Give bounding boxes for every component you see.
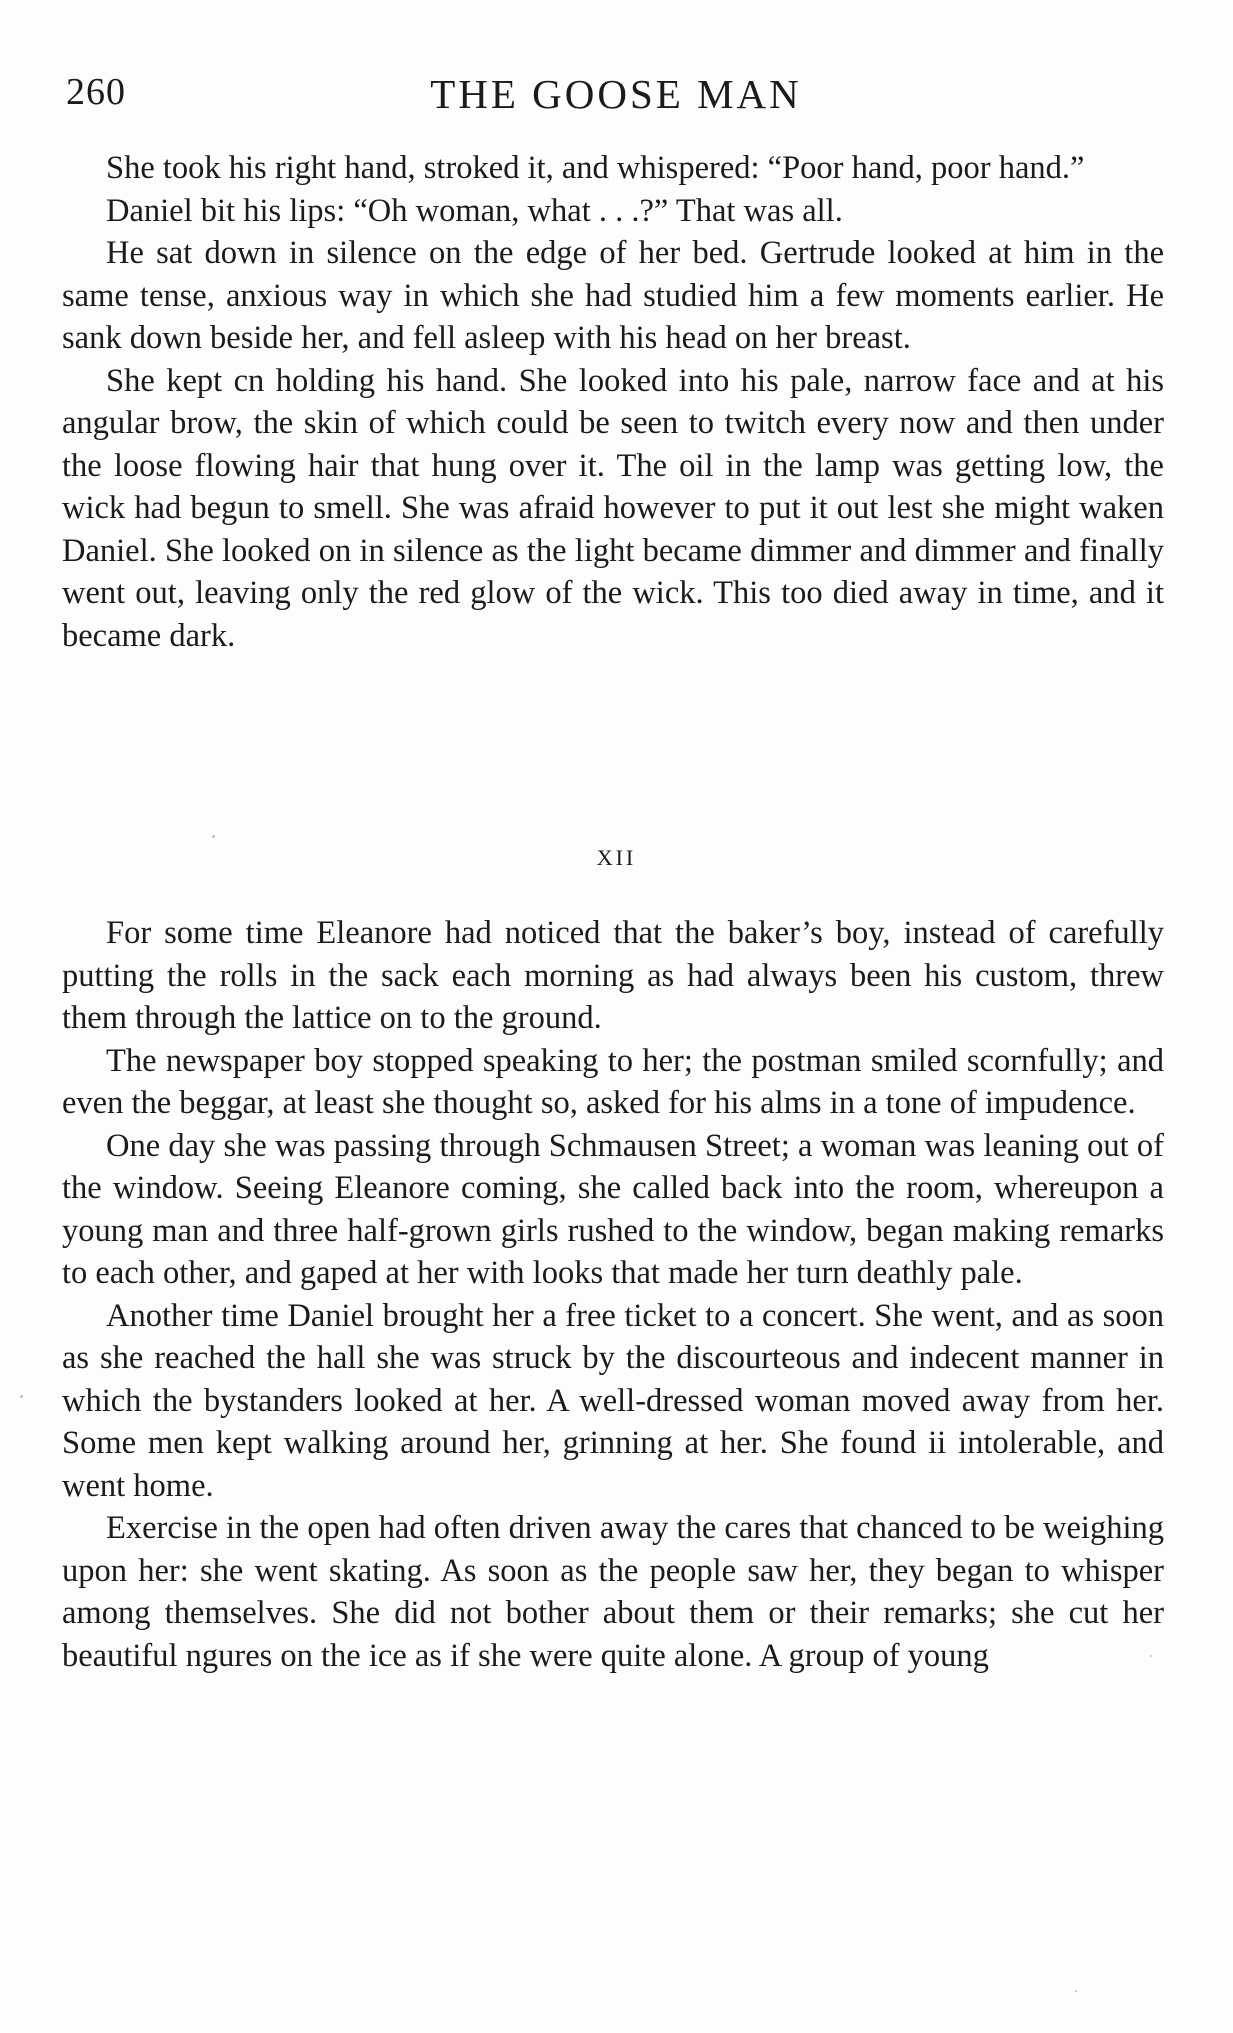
paragraph: One day she was passing through Schmausen Street; a woman was leaning out of the window. Seeing Eleanore coming, she called back into the room, whereupon a young man and three half-grown girls rushed to the window, began making remarks to each other, and gaped at her with looks that made her turn deathly pale. — [62, 1127, 1164, 1291]
paragraph: Exercise in the open had often driven away the cares that chanced to be weighing upon her: she went skating. As soon as the people saw her, they began to whisper among themselves. She did not bother about them or their remarks; she cut her beautiful ngures on the ice as if she were quite alone. A group of young — [62, 1510, 1164, 1674]
section-heading: XII — [596, 845, 637, 870]
body-text-after — [62, 912, 1164, 1677]
paragraph: She took his right hand, stroked it, and whispered: “Poor hand, poor hand.” — [106, 150, 1085, 186]
paragraph: Another time Daniel brought her a free ticket to a concert. She went, and as soon as she reached the hall she was struck by the discourteous and indecent manner in which the bystanders looked at her. A well-dressed woman moved away from her. Some men kept walking around her, grinning at her. She found ii intolerable, and went home. — [62, 1297, 1164, 1504]
running-title: THE GOOSE MAN — [430, 71, 802, 117]
paper-speck — [20, 1395, 23, 1398]
paragraph: Daniel bit his lips: “Oh woman, what . . .?” That was all. — [106, 192, 843, 229]
page-header — [66, 70, 1166, 120]
paragraph: She kept cn holding his hand. She looked into his pale, narrow face and at his angular brow, the skin of which could be seen to twitch every now and then under the loose flowing hair that hung over it. The oil in the lamp was getting low, the wick had begun to smell. She was afraid however to put it out lest she might waken Daniel. She looked on in silence as the light became dimmer and dimmer and finally went out, leaving only the red glow of the wick. This too died away in time, and it became dark. — [62, 362, 1164, 654]
paragraph: For some time Eleanore had noticed that the baker’s boy, instead of carefully putting the rolls in the sack each morning as had always been his custom, threw them through the lattice on to the ground. — [62, 915, 1164, 1036]
page-number: 260 — [66, 71, 126, 113]
paragraph: The newspaper boy stopped speaking to her; the postman smiled scornfully; and even the beggar, at least she thought so, asked for his alms in a tone of impudence. — [62, 1042, 1164, 1121]
paragraph: He sat down in silence on the edge of her bed. Gertrude looked at him in the same tense, anxious way in which she had studied him a few moments earlier. He sank down beside her, and fell asleep with his head on her breast. — [62, 235, 1164, 356]
paper-speck — [1150, 1655, 1152, 1657]
paper-speck — [212, 835, 215, 838]
paper-speck — [1075, 1990, 1077, 1992]
body-text-before — [62, 147, 1164, 657]
